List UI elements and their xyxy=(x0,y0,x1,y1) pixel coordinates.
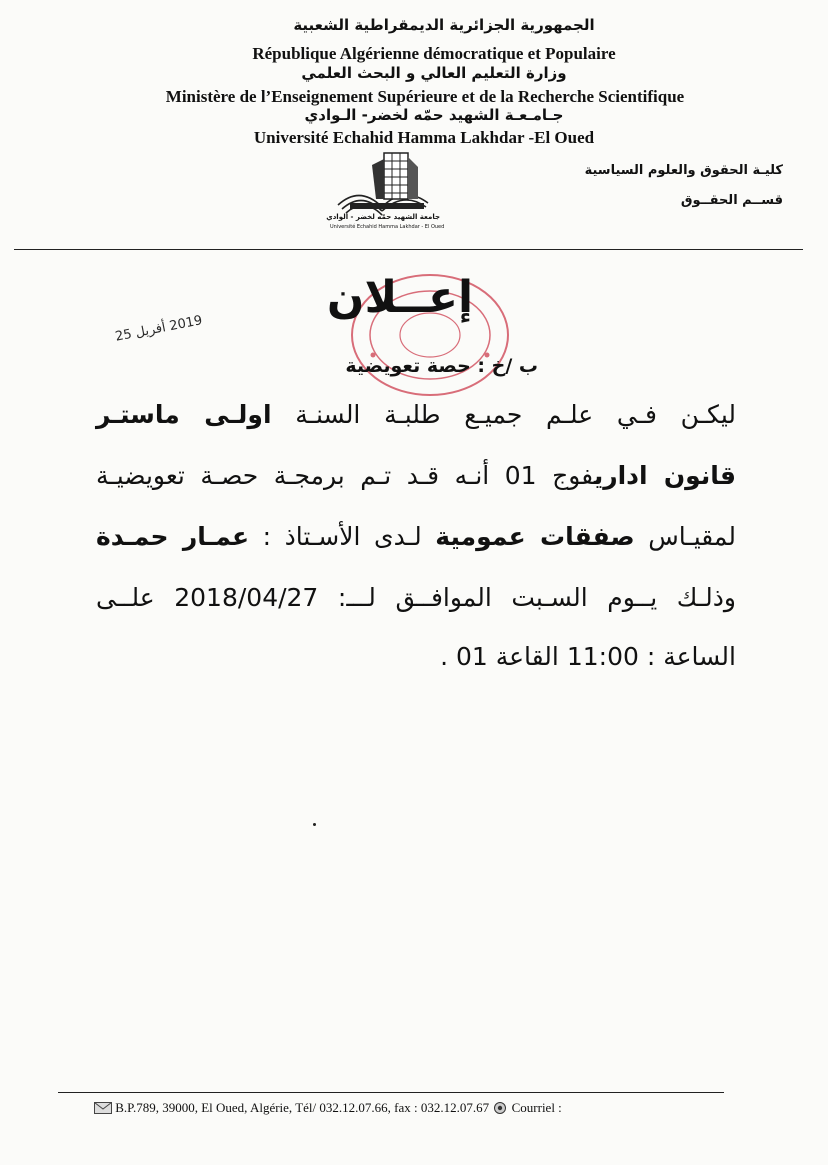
header-divider xyxy=(14,249,803,250)
logo-caption-ar: جامعة الشهيد حمّه لخضر - الوادي xyxy=(326,213,440,221)
footer xyxy=(94,1100,744,1116)
line1-bold: اولـى ماستـر xyxy=(96,400,272,429)
footer-email-label: Courriel : xyxy=(511,1100,562,1115)
notice-title: إعــلان xyxy=(326,272,474,323)
header-ar-republic: الجمهورية الجزائرية الديمقراطية الشعبية xyxy=(293,16,595,34)
header-fr-ministry: Ministère de l’Enseignement Supérieure et de la Recherche Scientifique xyxy=(165,87,685,106)
phone-icon xyxy=(492,1101,508,1114)
line3-mid: لـدى الأسـتاذ : xyxy=(249,522,436,551)
header-fr-university: Université Echahid Hamma Lakhdar -El Oued xyxy=(253,128,595,147)
footer-address: B.P.789, 39000, El Oued, Algérie, Tél/ 032.12.07.66, fax : 032.12.07.67 xyxy=(115,1100,490,1115)
line2-bold: قانون اداري xyxy=(593,461,736,490)
line3-professor: عمـار حمـدة xyxy=(96,522,250,551)
header-fr-republic: République Algérienne démocratique et Populaire xyxy=(252,44,616,63)
line2-text: فوج 01 أنـه قـد تـم برمجـة حصـة تعويضيـة xyxy=(96,461,594,490)
line3-subject-bold: صفقات عمومية xyxy=(435,522,635,551)
line3-text: لمقيـاس xyxy=(634,522,736,551)
envelope-icon xyxy=(94,1102,112,1114)
notice-line-3 xyxy=(96,522,736,551)
notice-subject: ب /خ : حصة تعويضية xyxy=(345,355,538,377)
header-ar-university: جـامـعـة الشهيد حمّه لخضر- الـوادي xyxy=(304,106,564,124)
faculty-name: كليـة الحقوق والعلوم السياسية xyxy=(584,163,783,178)
notice-line-1 xyxy=(96,400,736,429)
notice-line-4: وذلـك يــوم السـبت الموافــق لـــ: 2018/04/27 علــى xyxy=(96,583,736,612)
notice-line-2 xyxy=(96,461,736,490)
stray-dot xyxy=(313,823,316,826)
logo-caption-fr: Université Echahid Hamma Lakhdar - El Oued xyxy=(330,224,445,230)
notice-line-5: الساعة : 11:00 القاعة 01 . xyxy=(440,642,736,671)
line1-text: ليكـن فـي علـم جميـع طلبـة السنـة xyxy=(271,400,736,429)
department-name: قســم الحقــوق xyxy=(680,193,783,208)
header-ar-ministry: وزارة التعليم العالي و البحث العلمي xyxy=(301,64,567,82)
date-stamp: 2019 أفريل 25 xyxy=(114,313,204,345)
footer-divider xyxy=(58,1092,724,1093)
